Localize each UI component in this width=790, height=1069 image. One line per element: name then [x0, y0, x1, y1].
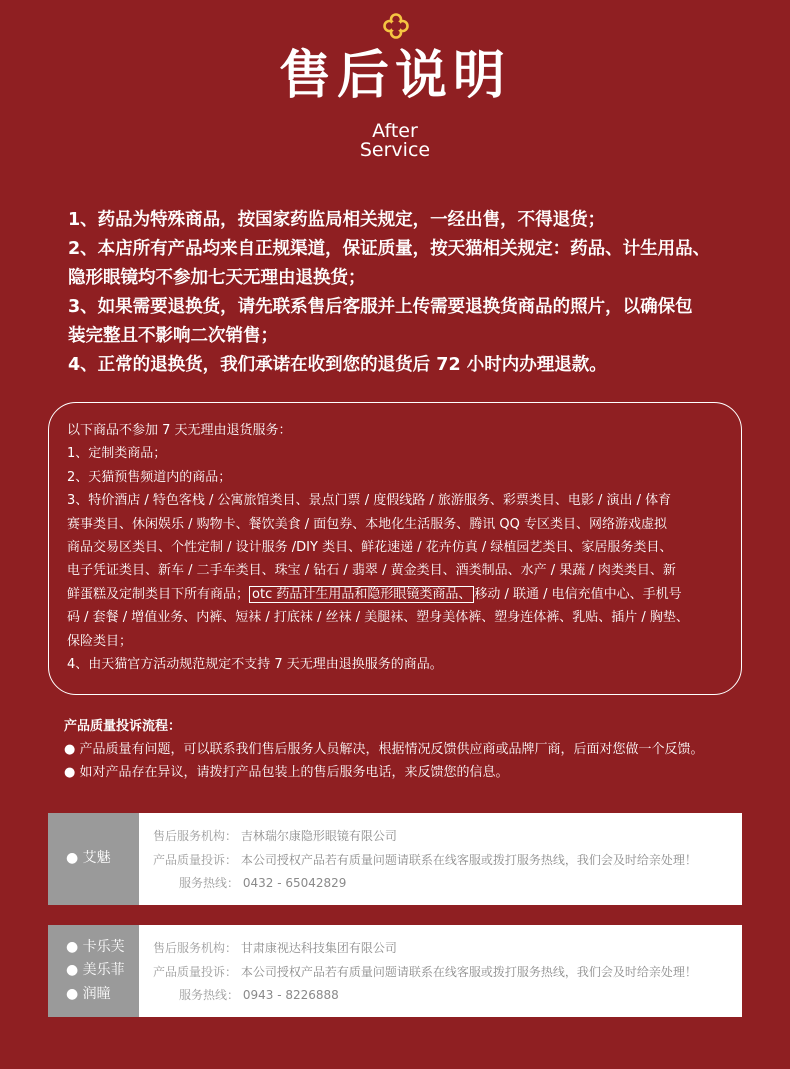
complaint-value: 本公司授权产品若有质量问题请联系在线客服或拨打服务热线，我们会及时给亲处理！ [240, 964, 697, 979]
exclusion-line [67, 583, 723, 606]
rule-line: 装完整且不影响二次销售； [68, 326, 278, 346]
complaint-label: 产品质量投诉： [153, 964, 238, 979]
brand-list [48, 813, 139, 905]
subtitle-after: After [372, 120, 418, 142]
service-info [139, 925, 742, 1017]
exclusion-line: 电子凭证类目、新车 / 二手车类目、珠宝 / 钻石 / 翡翠 / 黄金类目、酒类制品、水产 / 果蔬 / 肉类类目、新 [67, 563, 676, 579]
brand-name: ● 艾魅 [66, 850, 111, 867]
rules-list [68, 206, 738, 380]
quality-item: ● 如对产品存在异议，请拨打产品包装上的售后服务电话，来反馈您的信息。 [64, 765, 509, 780]
quality-title: 产品质量投诉流程： [64, 719, 182, 734]
exclusion-line: 保险类目； [67, 633, 133, 649]
exclusion-line: 1、定制类商品； [67, 446, 167, 462]
rule-line: 1、药品为特殊商品，按国家药监局相关规定，一经出售，不得退货； [68, 210, 606, 230]
service-org-label: 售后服务机构： [153, 829, 238, 843]
complaint-row [153, 849, 742, 873]
hotline-label: 服务热线： [179, 876, 240, 890]
complaint-row [153, 961, 742, 985]
exclusion-line: 赛事类目、休闲娱乐 / 购物卡、餐饮美食 / 面包券、本地化生活服务、腾讯 QQ 专区类目、网络游戏虚拟 [67, 516, 668, 532]
service-org-row [153, 825, 742, 849]
hotline-row [153, 984, 742, 1008]
page-title: 售后说明 [278, 46, 511, 106]
exclusion-line: 2、天猫预售频道内的商品； [67, 469, 232, 485]
exclusion-intro: 以下商品不参加 7 天无理由退货服务： [67, 423, 292, 438]
hotline-value: 0432 - 65042829 [242, 876, 347, 890]
exclusion-line: 3、特价酒店 / 特色客栈 / 公寓旅馆类目、景点门票 / 度假线路 / 旅游服务、彩票类目、电影 / 演出 / 体育 [67, 493, 672, 509]
rule-line: 隐形眼镜均不参加七天无理由退换货； [68, 268, 366, 288]
service-org-value: 吉林瑞尔康隐形眼镜有限公司 [240, 829, 397, 843]
exclusion-box [48, 402, 742, 695]
service-org-row [153, 937, 742, 961]
exclusion-line: 4、由天猫官方活动规范规定不支持 7 天无理由退换服务的商品。 [67, 657, 443, 673]
service-panel-aimei [48, 813, 742, 905]
header [0, 0, 790, 170]
brand-name: ● 卡乐芙 [66, 938, 125, 955]
brand-name: ● 美乐菲 [66, 962, 125, 979]
complaint-value: 本公司授权产品若有质量问题请联系在线客服或拨打服务热线，我们会及时给亲处理！ [240, 852, 697, 867]
exclusion-line-post: 移动 / 联通 / 电信充值中心、手机号 [474, 586, 682, 602]
rule-line: 3、如果需要退换货，请先联系售后客服并上传需要退换货商品的照片，以确保包 [68, 297, 693, 317]
hotline-value: 0943 - 8226888 [242, 988, 339, 1002]
quality-section [64, 716, 764, 784]
brand-name: ● 润瞳 [66, 985, 111, 1002]
subtitle-service: Service [359, 139, 431, 161]
hotline-label: 服务热线： [179, 988, 240, 1002]
exclusion-line: 码 / 套餐 / 增值业务、内裤、短袜 / 打底袜 / 丝袜 / 美腿袜、塑身美体裤、塑身连体裤、乳贴、插片 / 胸垫、 [67, 610, 689, 626]
service-info [139, 813, 742, 905]
rule-line: 2、本店所有产品均来自正规渠道，保证质量，按天猫相关规定：药品、计生用品、 [68, 239, 711, 259]
brand-list [48, 925, 139, 1017]
service-panel-kalefu [48, 925, 742, 1017]
rule-line: 4、正常的退换货，我们承诺在收到您的退货后 72 小时内办理退款。 [68, 355, 607, 375]
service-org-label: 售后服务机构： [153, 941, 238, 955]
exclusion-highlight: otc 药品计生用品和隐形眼镜类商品、 [249, 586, 474, 603]
quality-item: ● 产品质量有问题，可以联系我们售后服务人员解决，根据情况反馈供应商或品牌厂商，后面对您做一个反馈。 [64, 742, 704, 757]
service-org-value: 甘肃康视达科技集团有限公司 [240, 941, 397, 955]
hotline-row [153, 872, 742, 896]
flower-icon [382, 12, 410, 40]
exclusion-line-pre: 鲜蛋糕及定制类目下所有商品； [67, 586, 250, 602]
exclusion-line: 商品交易区类目、个性定制 / 设计服务 /DIY 类目、鲜花速递 / 花卉仿真 / 绿植园艺类目、家居服务类目、 [67, 540, 673, 556]
complaint-label: 产品质量投诉： [153, 852, 238, 867]
